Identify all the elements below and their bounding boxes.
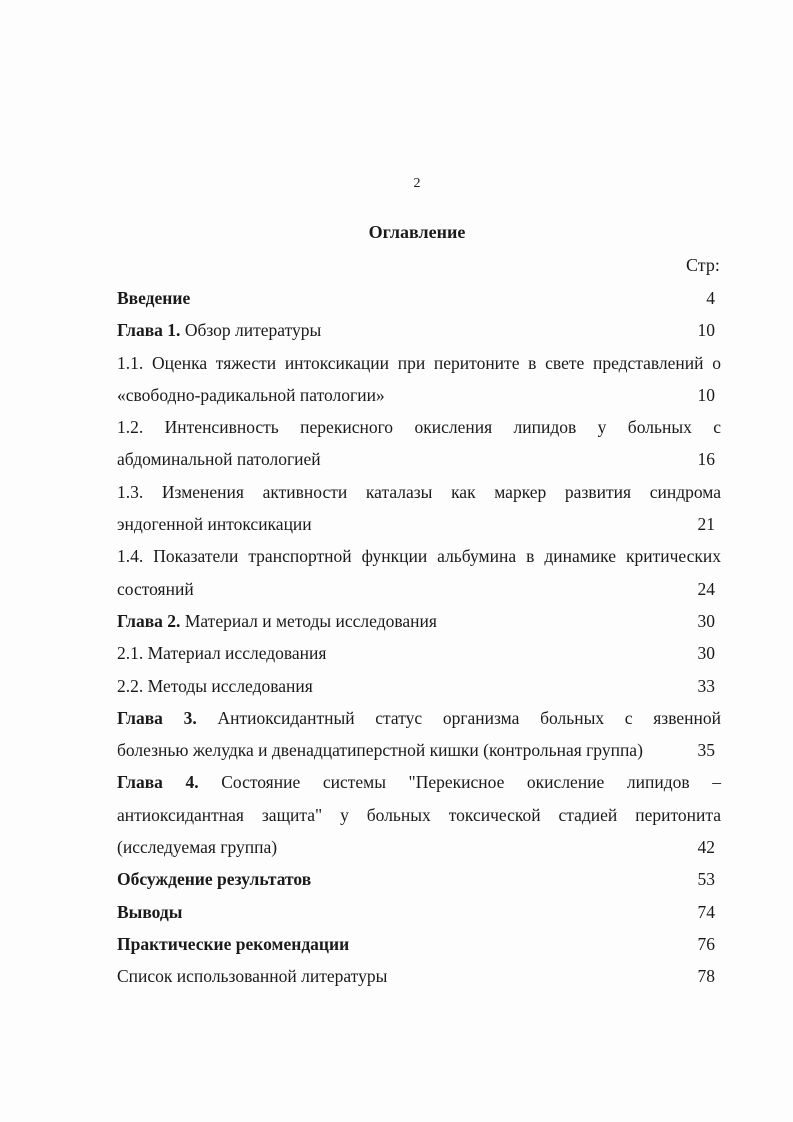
toc-entry-chapter-label: Глава 3. — [117, 707, 197, 728]
toc-entry-page: 42 — [697, 837, 715, 858]
toc-entry-1-1 — [117, 347, 721, 412]
toc-entry-page: 10 — [697, 320, 715, 341]
toc-entry-page: 30 — [697, 643, 715, 664]
toc-entry-title: Выводы — [117, 901, 183, 922]
toc-entry-title: Обсуждение результатов — [117, 869, 312, 890]
toc-list — [117, 282, 721, 993]
toc-entry-2-2 — [117, 670, 721, 702]
toc-entry-chapter-label: Глава 1. — [117, 320, 181, 341]
toc-entry-page: 74 — [697, 901, 715, 922]
toc-entry-page: 24 — [697, 578, 715, 599]
toc-entry-chapter-label: Глава 4. — [117, 772, 199, 793]
toc-entry-page: 35 — [697, 740, 715, 761]
toc-entry-conclusions — [117, 896, 721, 928]
toc-entry-discussion — [117, 863, 721, 895]
toc-entry-title: Практические рекомендации — [117, 933, 350, 954]
pages-column-header: Стр: — [686, 255, 720, 275]
toc-entry-1-2 — [117, 411, 721, 476]
page-number: 2 — [413, 176, 421, 191]
toc-entry-2-1 — [117, 637, 721, 669]
toc-entry-title-line1: Антиоксидантный статус организма больных с язвенной — [196, 707, 721, 728]
toc-entry-title: Список использованной литературы — [117, 966, 388, 987]
toc-entry-title-line1: Состояние системы "Перекисное окисление липидов – — [198, 772, 721, 793]
toc-entry-title: 2.2. Методы исследования — [117, 675, 313, 696]
toc-entry-page: 10 — [697, 384, 715, 405]
toc-entry-title-line1: 1.3. Изменения активности каталазы как маркер развития синдрома — [117, 481, 721, 502]
toc-entry-page: 30 — [697, 610, 715, 631]
toc-entry-page: 53 — [697, 869, 715, 890]
toc-entry-title-line2: абдоминальной патологией — [117, 449, 321, 470]
toc-entry-title-line2: болезнью желудка и двенадцатиперстной кишки (контрольная группа) — [117, 740, 643, 761]
toc-entry-title: Введение — [117, 288, 191, 308]
toc-entry-chapter-4 — [117, 766, 721, 863]
toc-entry-chapter-2 — [117, 605, 721, 637]
toc-entry-references — [117, 960, 721, 992]
toc-entry-title-line2: антиоксидантная защита" у больных токсической стадией перитонита — [117, 804, 721, 825]
toc-entry-title-line1: 1.1. Оценка тяжести интоксикации при перитоните в свете представлений о — [117, 352, 721, 373]
toc-entry-page: 33 — [697, 675, 715, 696]
toc-entry-title-line2: эндогенной интоксикации — [117, 514, 312, 535]
toc-entry-title-line3: (исследуемая группа) — [117, 837, 278, 858]
toc-entry-page: 78 — [697, 966, 715, 987]
toc-entry-title: 2.1. Материал исследования — [117, 643, 327, 664]
toc-entry-page: 76 — [697, 933, 715, 954]
toc-entry-title-line1: 1.2. Интенсивность перекисного окисления липидов у больных с — [117, 417, 721, 438]
toc-entry-title-line2: состояний — [117, 578, 194, 599]
toc-entry-page: 4 — [706, 288, 715, 308]
toc-entry-1-3 — [117, 476, 721, 541]
toc-entry-title: Материал и методы исследования — [180, 610, 437, 631]
toc-entry-recommendations — [117, 928, 721, 960]
toc-entry-page: 16 — [697, 449, 715, 470]
toc-entry-1-4 — [117, 540, 721, 605]
toc-title: Оглавление — [368, 222, 466, 242]
toc-entry-chapter-1 — [117, 314, 721, 346]
toc-entry-chapter-3 — [117, 702, 721, 767]
toc-entry-title-line1: 1.4. Показатели транспортной функции альбумина в динамике критических — [117, 546, 721, 567]
toc-entry-title: Обзор литературы — [180, 320, 322, 341]
toc-entry-chapter-label: Глава 2. — [117, 610, 181, 631]
toc-entry-title-line2: «свободно-радикальной патологии» — [117, 384, 385, 405]
toc-entry-page: 21 — [697, 514, 715, 535]
toc-entry-introduction — [117, 282, 721, 314]
